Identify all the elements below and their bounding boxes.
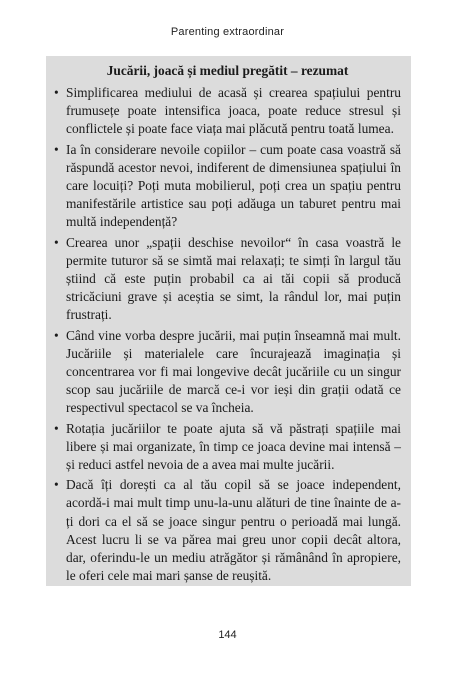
bullet-text: Când vine vorba despre jucării, mai puțin înseamnă mai mult. Jucăriile și materialele care încurajează imaginația și concentrarea vor fi mai longevive decât jucăriile cu un singur scop sau jucăriile de marcă ce-i vor ieși din grații odată ce respectivul spectacol se va încheia.: [66, 327, 401, 416]
bullet-icon: •: [54, 141, 59, 157]
bullet-icon: •: [54, 420, 59, 436]
bullet-text: Dacă îți dorești ca al tău copil să se joace independent, acordă-i mai mult timp unu-la-unu alături de tine înainte de a-ți dori ca el să se joace singur pentru o perioadă mai lungă. Acest lucru li se va părea mai greu unor copii decât altora, dar, oferindu-le un mediu atrăgător și rămânând în apropiere, le oferi cele mai mari șanse de reușită.: [66, 477, 401, 584]
bullet-item: [54, 234, 401, 325]
bullet-icon: •: [54, 327, 59, 343]
bullet-item: [54, 327, 401, 418]
bullet-item: [54, 420, 401, 475]
bullet-text: Rotația jucăriilor te poate ajuta să vă păstrați spațiile mai libere și mai organizate, în timp ce joaca devine mai intensă – și reduci astfel nevoia de a avea mai multe jucării.: [66, 420, 401, 473]
bullet-text: Crearea unor „spații deschise nevoilor“ în casa voastră le permite tuturor să se simtă mai relaxați; te simți în largul tău știind că este puțin probabil ca ai tăi copii să producă stricăciuni grave și aceștia se simt, la rândul lor, mai puțin frustrați.: [66, 234, 401, 323]
running-head: Parenting extraordinar: [170, 26, 285, 38]
summary-box: [46, 56, 411, 586]
bullet-item: [54, 141, 401, 232]
bullet-list: [54, 84, 401, 585]
page-number: 144: [218, 629, 237, 641]
bullet-text: Simplificarea mediului de acasă și crearea spațiului pentru frumusețe poate intensifica joaca, poate reduce stresul și conflictele și poate face viața mai plăcută pentru toată lumea.: [66, 85, 401, 137]
bullet-icon: •: [54, 477, 59, 493]
bullet-text: Ia în considerare nevoile copiilor – cum poate casa voastră să răspundă acestor nevoi, indiferent de dimensiunea spațiului în care locuiți? Poți muta mobilierul, poți crea un spațiu pentru manifestările artistice sau poți adăuga un taburet pentru mai multă independență?: [66, 141, 401, 230]
box-title: Jucării, joacă și mediul pregătit – rezumat: [106, 63, 349, 78]
bullet-item: [54, 476, 401, 585]
bullet-icon: •: [54, 234, 59, 250]
bullet-icon: •: [54, 85, 59, 100]
bullet-item: [54, 84, 401, 139]
